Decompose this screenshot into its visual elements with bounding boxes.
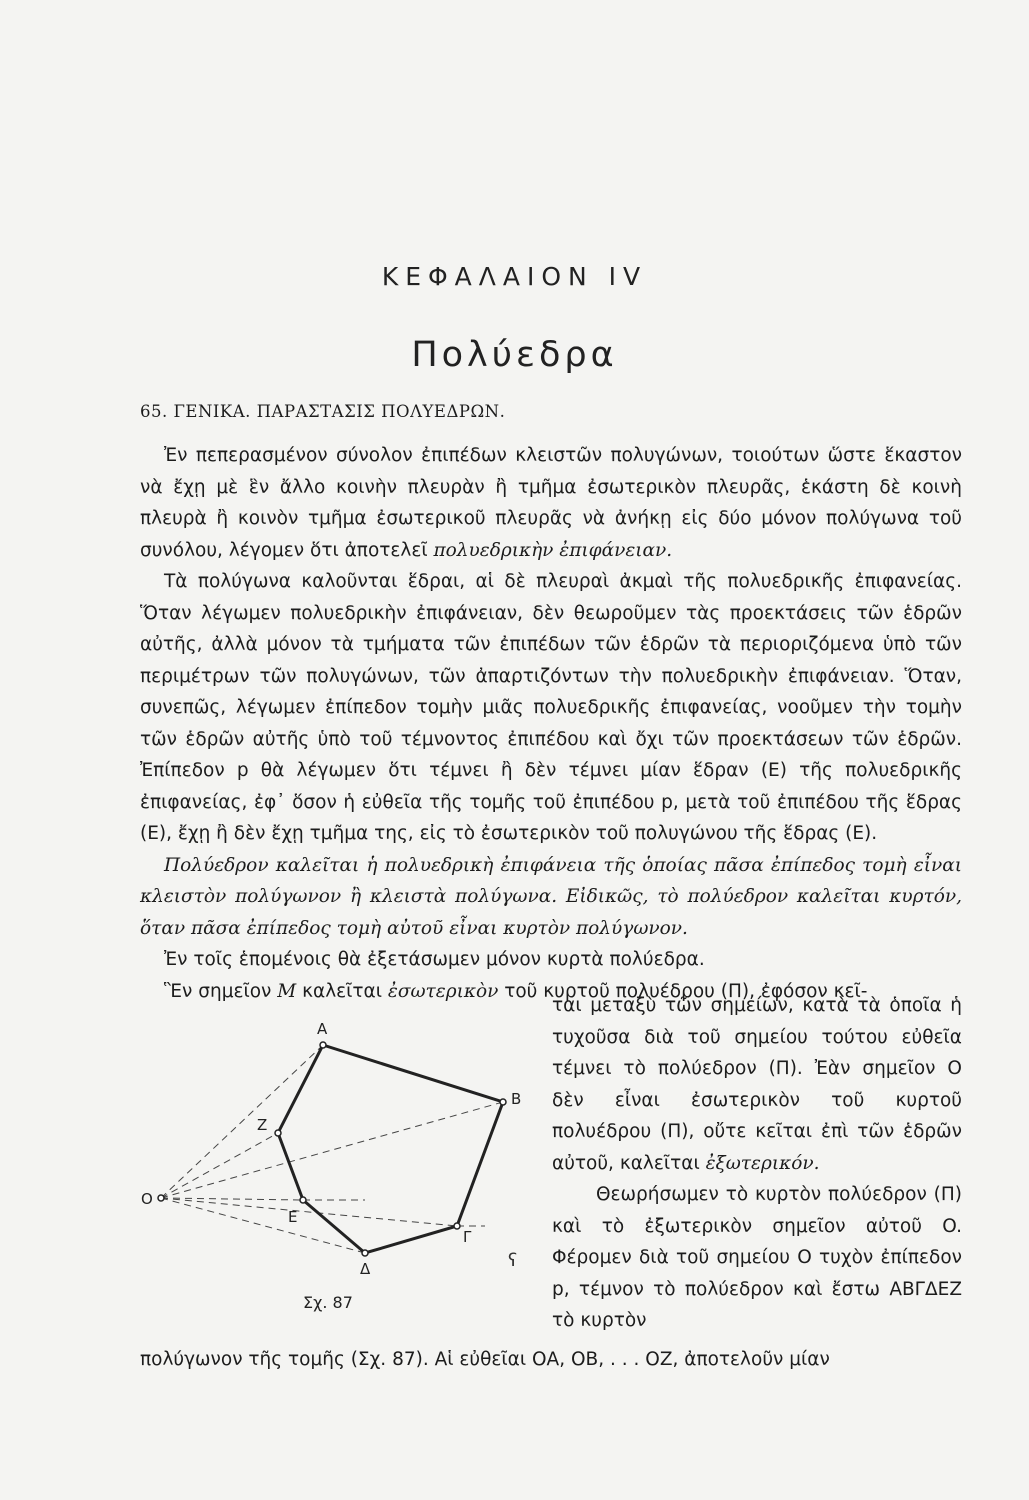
- vertex-E: [300, 1197, 306, 1203]
- term-polyhedral-surface: πολυεδρικὴν ἐπιφάνειαν.: [433, 539, 673, 561]
- wrapped-text-column: [552, 990, 962, 1337]
- paragraph-2: Τὰ πολύγωνα καλοῦνται ἕδραι, αἱ δὲ πλευραὶ ἀκμαὶ τῆς πολυεδρικῆς ἐπιφανείας. Ὅταν λέγωμεν πολυεδρικὴν ἐπιφάνειαν, δὲν θεωροῦμεν τὰς προεκτάσεις τῶν ἑδρῶν αὐτῆς, ἀλλὰ μόνον τὰ τμήματα τῶν ἐπιπέδων τῶν ἑδρῶν τὰ περιοριζόμενα ὑπὸ τῶν περιμέτρων τῶν πολυγώνων, τῶν ἀπαρτιζόντων τὴν πολυεδρικὴν ἐπιφάνειαν. Ὅταν, συνεπῶς, λέγωμεν ἐπίπεδον τομὴν μιᾶς πολυεδρικῆς ἐπιφανείας, νοοῦμεν τὴν τομὴν τῶν ἑδρῶν αὐτῆς ὑπὸ τοῦ τέμνοντος ἐπιπέδου καὶ ὄχι τῶν προεκτάσεων τῶν ἑδρῶν. Ἐπίπεδον p θὰ λέγωμεν ὅτι τέμνει ἢ δὲν τέμνει μίαν ἕδραν (E) τῆς πολυεδρικῆς ἐπιφανείας, ἐφ᾽ ὅσον ἡ εὐθεῖα τῆς τομῆς τοῦ ἐπιπέδου p, μετὰ τοῦ ἐπιπέδου τῆς ἕδρας (E), ἔχῃ ἢ δὲν ἔχῃ τμῆμα της, εἰς τὸ ἐσωτερικὸν τοῦ πολυγώνου τῆς ἕδρας (E).: [140, 571, 962, 844]
- figure-87: [135, 1010, 535, 1330]
- margin-mark: ʕ: [508, 1250, 518, 1271]
- vertex-A: [320, 1042, 326, 1048]
- paragraph-6-end: πολύγωνον τῆς τομῆς (Σχ. 87). Αἱ εὐθεῖαι ΟΑ, ΟΒ, . . . ΟΖ, ἀποτελοῦν μίαν: [140, 1349, 830, 1370]
- section-heading: 65. ΓΕΝΙΚΑ. ΠΑΡΑΣΤΑΣΙΣ ΠΟΛΥΕΔΡΩΝ.: [140, 402, 506, 421]
- line-OG: [161, 1198, 457, 1226]
- chapter-heading: ΚΕΦΑΛΑΙΟΝ IV: [381, 262, 648, 291]
- point-O: [158, 1195, 164, 1201]
- line-OE: [161, 1198, 303, 1200]
- paragraph-5-continued: ται μεταξὺ τῶν σημείων, κατὰ τὰ ὁποῖα ἡ τυχοῦσα διὰ τοῦ σημείου τούτου εὐθεῖα τέμνει τὸ πολύεδρον (Π). Ἐὰν σημεῖον O δὲν εἶναι ἐσωτερικὸν τοῦ κυρτοῦ πολυέδρου (Π), οὔτε κεῖται ἐπὶ τῶν ἑδρῶν αὐτοῦ, καλεῖται ἐξωτερικόν.: [552, 995, 962, 1174]
- paragraph-3-definition: Πολύεδρον καλεῖται ἡ πολυεδρικὴ ἐπιφάνεια τῆς ὁποίας πᾶσα ἐπίπεδος τομὴ εἶναι κλειστὸν πολύγωνον ἢ κλειστὰ πολύγωνα. Εἰδικῶς, τὸ πολύεδρον καλεῖται κυρτόν, ὅταν πᾶσα ἐπίπεδος τομὴ αὐτοῦ εἶναι κυρτὸν πολύγωνον.: [140, 854, 962, 939]
- projection-lines: [161, 1045, 503, 1253]
- paragraph-5: Ἓν σημεῖον M καλεῖται ἐσωτερικὸν τοῦ κυρτοῦ πολυέδρου (Π), ἐφόσον κεῖ-: [164, 980, 868, 1002]
- label-D: Δ: [360, 1260, 371, 1278]
- figure-87-drawing: [135, 1010, 535, 1330]
- paragraph-1: Ἐν πεπερασμένον σύνολον ἐπιπέδων κλειστῶν πολυγώνων, τοιούτων ὥστε ἕκαστον νὰ ἔχῃ μὲ ἓν ἄλλο κοινὴν πλευρὰν ἢ τμῆμα ἐσωτερικὸν πλευρᾶς, ἑκάστη δὲ κοινὴ πλευρὰ ἢ κοινὸν τμῆμα ἐσωτερικοῦ πλευρᾶς νὰ ἀνήκῃ εἰς δύο μόνον πολύγωνα τοῦ συνόλου, λέγομεν ὅτι ἀποτελεῖ πολυεδρικὴν ἐπιφάνειαν.: [140, 445, 962, 561]
- vertex-Z: [275, 1130, 281, 1136]
- label-G: Γ: [463, 1228, 472, 1246]
- vertex-B: [500, 1099, 506, 1105]
- page-title: Πολύεδρα: [411, 335, 618, 375]
- vertex-D: [362, 1250, 368, 1256]
- label-Z: Ζ: [257, 1116, 268, 1134]
- term-exterior: ἐξωτερικόν.: [705, 1152, 820, 1174]
- label-O: Ο: [141, 1190, 153, 1208]
- term-interior: ἐσωτερικὸν: [387, 980, 499, 1002]
- paragraph-6: Θεωρήσωμεν τὸ κυρτὸν πολύεδρον (Π) καὶ τὸ ἐξωτερικὸν σημεῖον αὐτοῦ O. Φέρομεν διὰ τοῦ σημείου O τυχὸν ἐπίπεδον p, τέμνον τὸ πολύεδρον καὶ ἔστω ΑΒΓΔΕΖ τὸ κυρτὸν: [552, 1184, 962, 1331]
- label-A: Α: [317, 1020, 328, 1038]
- line-OZ: [161, 1133, 278, 1198]
- vertex-G: [454, 1223, 460, 1229]
- paragraph-4: Ἐν τοῖς ἑπομένοις θὰ ἐξετάσωμεν μόνον κυρτὰ πολύεδρα.: [164, 949, 705, 970]
- hexagon-section: [278, 1045, 503, 1253]
- figure-caption: Σχ. 87: [303, 1293, 353, 1312]
- label-E: Ε: [288, 1208, 298, 1226]
- line-OB: [161, 1102, 503, 1198]
- main-text: [140, 440, 962, 1007]
- label-B: Β: [511, 1090, 522, 1108]
